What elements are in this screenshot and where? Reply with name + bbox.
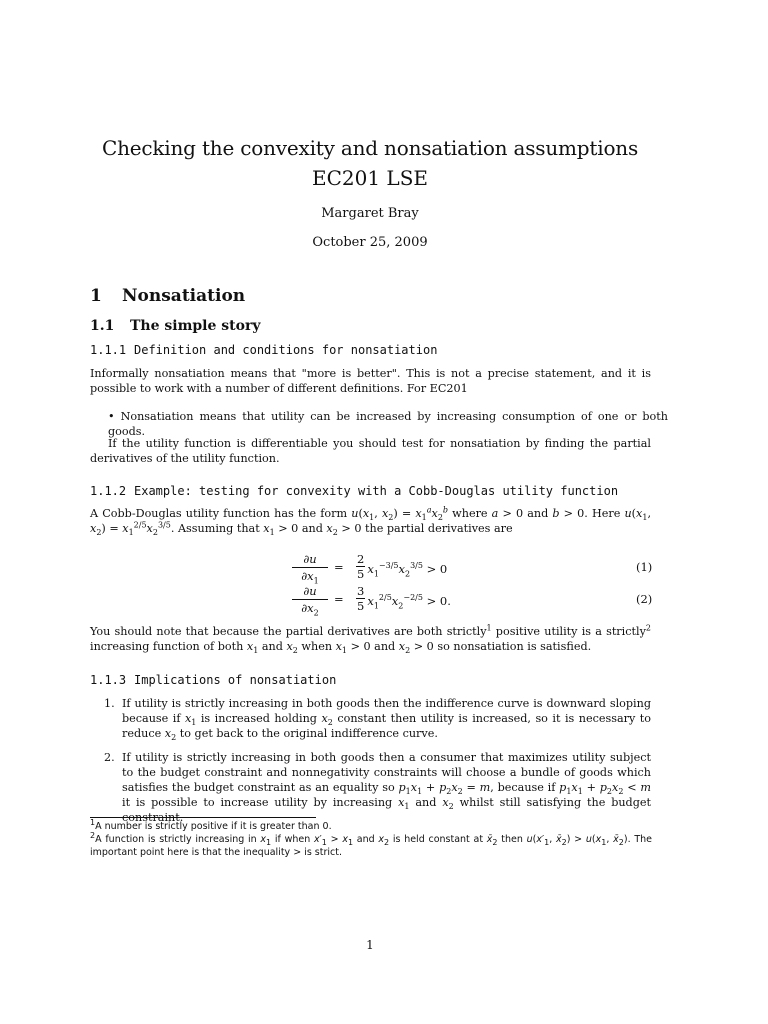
bullet-item <box>108 409 668 439</box>
subsubsection-number: 1.1.2 <box>90 484 127 498</box>
subsubsection-number: 1.1.3 <box>90 673 127 687</box>
title-line-1: Checking the convexity and nonsatiation assumptions <box>101 136 639 160</box>
date: October 25, 2009 <box>312 235 428 250</box>
subsubsection-title: Implications of nonsatiation <box>134 673 337 687</box>
subsubsection-heading-implications <box>90 673 336 687</box>
equation-number: (2) <box>636 592 653 606</box>
section-title: Nonsatiation <box>122 286 246 306</box>
implications-list <box>90 696 651 834</box>
paragraph-informal-definition: Informally nonsatiation means that "more is better". This is not a precise statement, and it is possible to work with a number of different definitions. For EC201 <box>90 367 651 395</box>
footnote-2: $^2$A function is strictly increasing in $x_1$ if when $x'_1 > x_1$ and $x_2$ is held constant at $x̄_2$ then $u(x'_1$, $x̄_2) > u(x_1$, $x̄_2$). The important point here is that the inequality > is strict. <box>90 830 652 858</box>
footnote-divider <box>90 817 316 818</box>
equation-number: (1) <box>636 560 653 574</box>
list-item: 2. If utility is strictly increasing in both goods then a consumer that maximizes utility subject to the budget constraint and nonnegativity constraints will choose a bundle of goods which satisfies the budget constraint as an equality so $p_1x_1 + p_2x_2 = m$, because if $p_1x_1 + p_2x_2 < m$ it is possible to increase utility by increasing $x_1$ and $x_2$ whilst still satisfying the budget constraint. <box>104 751 651 824</box>
footnote-ref-2[interactable]: 2 <box>645 623 651 633</box>
subsection-heading <box>90 318 260 334</box>
footnote-ref-1[interactable]: 1 <box>486 623 492 633</box>
author: Margaret Bray <box>321 206 419 221</box>
bullet-icon: • <box>108 410 115 423</box>
subsubsection-heading-definition <box>90 343 437 357</box>
paragraph-cobb-douglas: A Cobb-Douglas utility function has the form $u(x_1$, $x_2) = x_1^ax_2^b$ where a > 0 and b > 0. Here $u(x_1$, $x_2) = x_1^{2/5}x_2^{3/5}$. Assuming that $x_1 > 0$ and $x_2 > 0$ the partial derivatives are <box>90 505 652 538</box>
paragraph-conclusion: You should note that because the partial derivatives are both strictly$^1$ positive utility is a strictly$^2$ increasing function of both $x_1$ and $x_2$ when $x_1 > 0$ and $x_2 > 0$ so nonsatiation is satisfied. <box>90 623 651 656</box>
paragraph-differentiable: If the utility function is differentiable you should test for nonsatiation by finding the partial derivatives of the utility function. <box>90 437 651 465</box>
page-number: 1 <box>366 938 374 952</box>
equation-2: ∂u $\partial x_2$ = $\frac{3}{5}$ $x_1^{2/5}x_2^{-2/5} > 0$. (2) <box>0 584 768 614</box>
subsubsection-title: Definition and conditions for nonsatiation <box>134 343 438 357</box>
subsubsection-number: 1.1.1 <box>90 343 127 357</box>
subsubsection-title: Example: testing for convexity with a Cobb-Douglas utility function <box>134 484 619 498</box>
equation-1: ∂u $\partial x_1$ = $\frac{2}{5}$ $x_1^{-3/5}x_2^{3/5} > 0$ (1) <box>0 552 768 582</box>
list-marker: 2. <box>104 751 115 764</box>
footnote-1: $^1$A number is strictly positive if it is greater than 0. <box>90 817 332 832</box>
list-item: 1. If utility is strictly increasing in both goods then the indifference curve is downward sloping because if $x_1$ is increased holding $x_2$ constant then utility is increased, so it is necessary to reduce $x_2$ to get back to the original indifference curve. <box>104 697 651 743</box>
title-line-2: EC201 LSE <box>311 166 428 190</box>
bullet-text: Nonsatiation means that utility can be increased by increasing consumption of one or both goods. <box>108 410 668 438</box>
subsection-number: 1.1 <box>90 318 115 334</box>
list-marker: 1. <box>104 697 115 710</box>
section-heading <box>90 286 245 306</box>
subsubsection-heading-example <box>90 484 618 498</box>
section-number: 1 <box>90 286 102 306</box>
subsection-title: The simple story <box>130 318 261 334</box>
